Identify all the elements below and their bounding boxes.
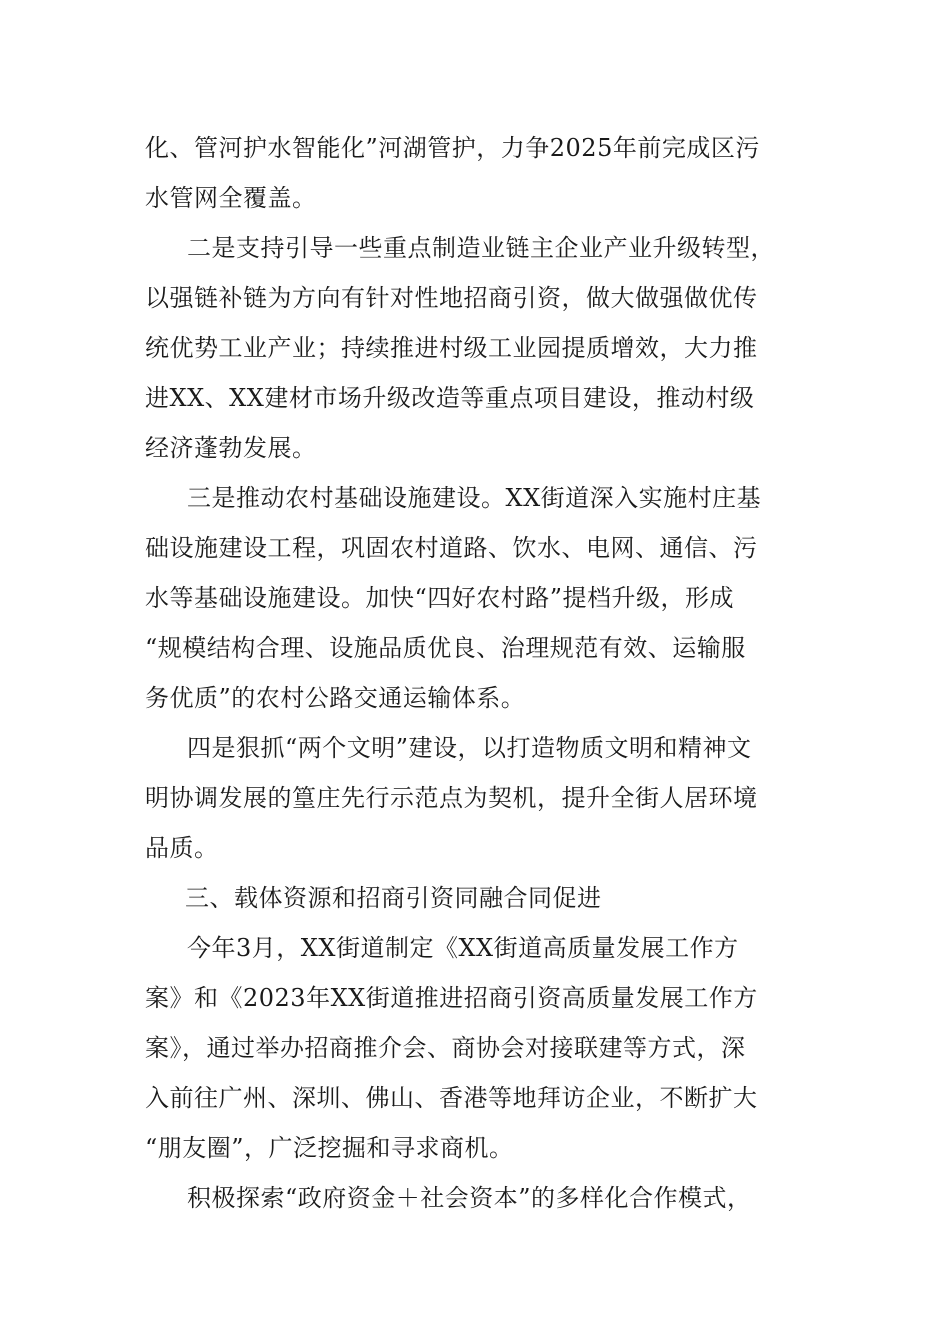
text-line-1: 化、管河护水智能化”河湖管护，力争2025年前完成区污 [145, 134, 760, 162]
paragraph-2-line-1: 二是支持引导一些重点制造业链主企业产业升级转型， [187, 234, 775, 262]
paragraph-4-line-1: 四是狠抓“两个文明”建设，以打造物质文明和精神文 [187, 734, 752, 762]
text-line-2: 水管网全覆盖。 [145, 184, 317, 212]
paragraph-2-line-4: 进XX、XX建材市场升级改造等重点项目建设，推动村级 [145, 384, 755, 412]
paragraph-5-line-3: 案》，通过举办招商推介会、商协会对接联建等方式，深 [145, 1034, 746, 1062]
paragraph-3-line-1: 三是推动农村基础设施建设。XX街道深入实施村庄基 [187, 484, 762, 512]
paragraph-3-line-4: “规模结构合理、设施品质优良、治理规范有效、运输服 [145, 634, 746, 662]
paragraph-2-line-2: 以强链补链为方向有针对性地招商引资，做大做强做优传 [145, 284, 758, 312]
paragraph-5-line-2: 案》和《2023年XX街道推进招商引资高质量发展工作方 [145, 984, 758, 1012]
paragraph-4-line-2: 明协调发展的篁庄先行示范点为契机，提升全街人居环境 [145, 784, 758, 812]
paragraph-5-line-1: 今年3月，XX街道制定《XX街道高质量发展工作方 [187, 934, 739, 962]
section-heading: 三、载体资源和招商引资同融合同促进 [185, 884, 602, 912]
paragraph-2-line-3: 统优势工业产业；持续推进村级工业园提质增效，大力推 [145, 334, 758, 362]
paragraph-3-line-5: 务优质”的农村公路交通运输体系。 [145, 684, 526, 712]
paragraph-6-line-1: 积极探索“政府资金＋社会资本”的多样化合作模式， [187, 1184, 752, 1212]
paragraph-5-line-5: “朋友圈”，广泛挖掘和寻求商机。 [145, 1134, 514, 1162]
paragraph-3-line-3: 水等基础设施建设。加快“四好农村路”提档升级，形成 [145, 584, 735, 612]
paragraph-5-line-4: 入前往广州、深圳、佛山、香港等地拜访企业，不断扩大 [145, 1084, 758, 1112]
paragraph-4-line-3: 品质。 [145, 834, 219, 862]
paragraph-3-line-2: 础设施建设工程，巩固农村道路、饮水、电网、通信、污 [145, 534, 758, 562]
paragraph-2-line-5: 经济蓬勃发展。 [145, 434, 317, 462]
